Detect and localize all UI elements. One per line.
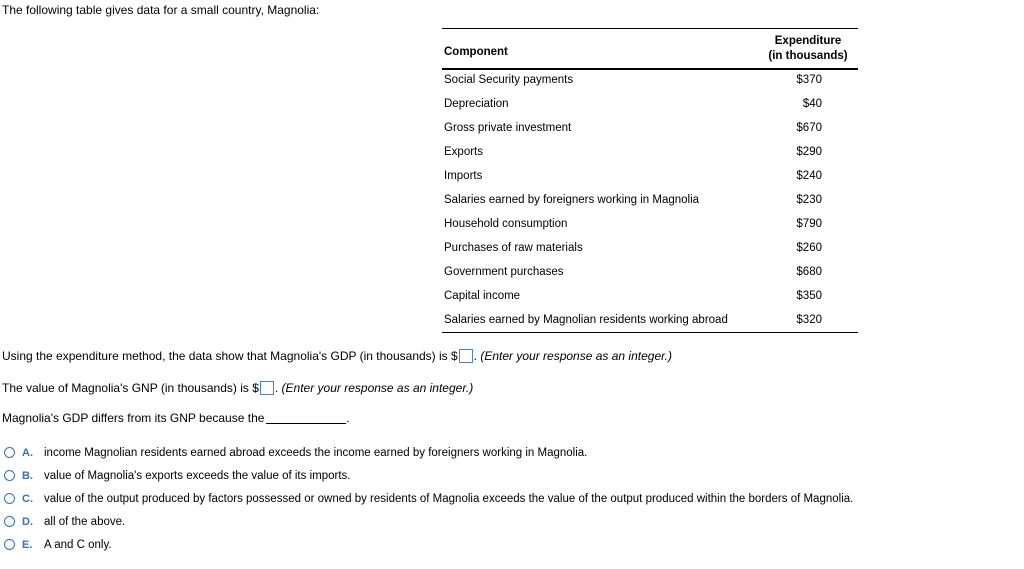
option-letter: C. <box>22 493 33 505</box>
row-value: $790 <box>796 218 822 230</box>
row-value: $670 <box>796 122 822 134</box>
table-bottom-rule <box>442 332 858 333</box>
table-row <box>442 314 858 338</box>
option-a[interactable] <box>4 447 587 463</box>
row-component: Salaries earned by foreigners working in Magnolia <box>444 194 700 206</box>
table-row <box>442 218 858 242</box>
row-value: $370 <box>796 74 822 86</box>
table-row <box>442 122 858 146</box>
option-e[interactable] <box>4 539 112 555</box>
gnp-question: The value of Magnolia's GNP (in thousands) is $ . (Enter your response as an integer.) <box>2 381 474 395</box>
row-component: Household consumption <box>444 218 568 230</box>
option-text: value of Magnolia's exports exceeds the value of its imports. <box>44 470 351 482</box>
table-row <box>442 146 858 170</box>
radio-b[interactable] <box>4 470 15 481</box>
row-component: Capital income <box>444 290 521 302</box>
option-b[interactable] <box>4 470 350 486</box>
header-expenditure-line1: Expenditure <box>774 35 842 47</box>
radio-d[interactable] <box>4 516 15 527</box>
row-value: $350 <box>796 290 822 302</box>
radio-e[interactable] <box>4 539 15 550</box>
row-value: $260 <box>796 242 822 254</box>
radio-a[interactable] <box>4 447 15 458</box>
row-component: Imports <box>444 170 483 182</box>
differ-question-text: Magnolia's GDP differs from its GNP because the <box>2 411 265 425</box>
option-letter: D. <box>22 516 33 528</box>
option-letter: A. <box>22 447 33 459</box>
option-letter: E. <box>22 539 33 551</box>
table-row <box>442 98 858 122</box>
row-component: Depreciation <box>444 98 509 110</box>
gdp-answer-input[interactable] <box>459 349 473 363</box>
row-value: $320 <box>796 314 822 326</box>
gdp-question-text: Using the expenditure method, the data show that Magnolia's GDP (in thousands) is $ <box>2 349 458 363</box>
row-value: $290 <box>796 146 822 158</box>
row-component: Purchases of raw materials <box>444 242 583 254</box>
differ-question: Magnolia's GDP differs from its GNP because the . <box>2 411 350 425</box>
row-component: Exports <box>444 146 483 158</box>
row-component: Government purchases <box>444 266 564 278</box>
table-row <box>442 290 858 314</box>
table-row <box>442 170 858 194</box>
table-row <box>442 194 858 218</box>
table-row <box>442 242 858 266</box>
header-component: Component <box>444 46 508 58</box>
option-text: all of the above. <box>44 516 126 528</box>
option-text: A and C only. <box>44 539 112 551</box>
gdp-hint: (Enter your response as an integer.) <box>480 349 672 363</box>
gnp-answer-input[interactable] <box>260 381 274 395</box>
option-text: income Magnolian residents earned abroad exceeds the income earned by foreigners working in Magnolia. <box>44 447 588 459</box>
option-c[interactable] <box>4 493 853 509</box>
option-letter: B. <box>22 470 33 482</box>
table-row <box>442 74 858 98</box>
row-component: Social Security payments <box>444 74 574 86</box>
table-header-rule <box>442 68 858 70</box>
header-expenditure <box>760 34 856 64</box>
row-value: $240 <box>796 170 822 182</box>
gdp-question: Using the expenditure method, the data show that Magnolia's GDP (in thousands) is $ . (Enter your response as an integer.) <box>2 349 672 363</box>
table-top-rule <box>442 28 858 29</box>
row-value: $680 <box>796 266 822 278</box>
header-expenditure-line2: (in thousands) <box>768 50 848 62</box>
intro-text: The following table gives data for a small country, Magnolia: <box>2 3 320 17</box>
table-row <box>442 266 858 290</box>
option-text: value of the output produced by factors possessed or owned by residents of Magnolia exceeds the value of the output produced within the borders of Magnolia. <box>44 493 854 505</box>
row-value: $230 <box>796 194 822 206</box>
option-d[interactable] <box>4 516 125 532</box>
gnp-hint: (Enter your response as an integer.) <box>281 381 474 395</box>
answer-blank <box>266 423 346 424</box>
row-component: Gross private investment <box>444 122 572 134</box>
row-value: $40 <box>802 98 822 110</box>
row-component: Salaries earned by Magnolian residents working abroad <box>444 314 728 326</box>
radio-c[interactable] <box>4 493 15 504</box>
gnp-question-text: The value of Magnolia's GNP (in thousands) is $ <box>2 381 259 395</box>
